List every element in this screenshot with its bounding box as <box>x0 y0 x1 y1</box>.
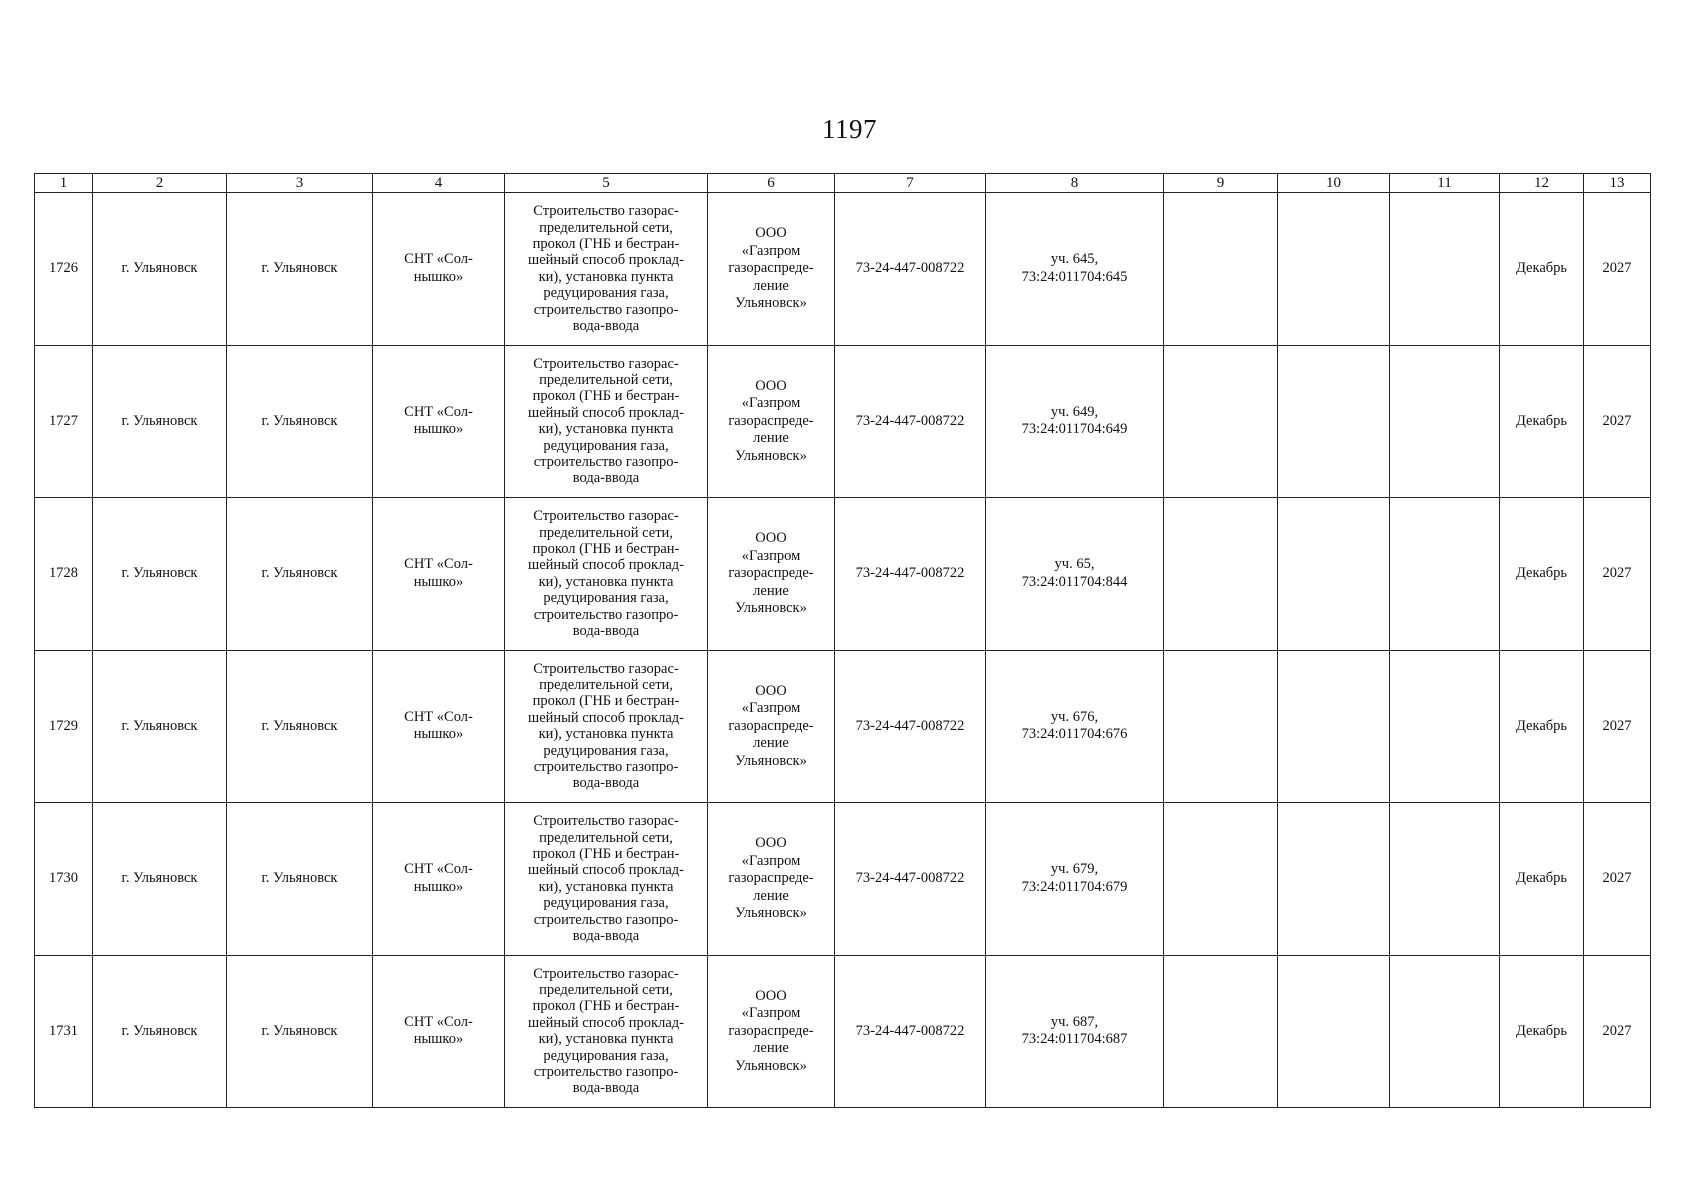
register-table <box>34 173 1651 1108</box>
table-row <box>35 498 1651 651</box>
cell-row-number: 1729 <box>35 650 93 803</box>
cell-organization: ООО «Газпром газораспреде- ление Ульяновск» <box>708 803 835 956</box>
table-header <box>35 174 1651 193</box>
cell-year: 2027 <box>1584 193 1651 346</box>
cell-col11 <box>1390 345 1500 498</box>
cell-plot: уч. 687, 73:24:011704:687 <box>986 955 1164 1108</box>
cell-col10 <box>1278 345 1390 498</box>
cell-settlement: г. Ульяновск <box>227 803 373 956</box>
cell-col11 <box>1390 955 1500 1108</box>
column-header: 11 <box>1390 174 1500 193</box>
cell-col9 <box>1164 345 1278 498</box>
cell-code: 73-24-447-008722 <box>835 955 986 1108</box>
cell-location: СНТ «Сол- нышко» <box>373 193 505 346</box>
cell-col10 <box>1278 498 1390 651</box>
cell-municipality: г. Ульяновск <box>93 803 227 956</box>
cell-month: Декабрь <box>1500 498 1584 651</box>
cell-settlement: г. Ульяновск <box>227 650 373 803</box>
table-row <box>35 803 1651 956</box>
cell-organization: ООО «Газпром газораспреде- ление Ульяновск» <box>708 193 835 346</box>
cell-settlement: г. Ульяновск <box>227 345 373 498</box>
cell-col9 <box>1164 955 1278 1108</box>
cell-description: Строительство газорас- пределительной сети, прокол (ГНБ и бестран- шейный способ проклад- ки), установка пункта редуцирования газа, строительство газопро- вода-ввода <box>505 193 708 346</box>
cell-plot: уч. 679, 73:24:011704:679 <box>986 803 1164 956</box>
cell-organization: ООО «Газпром газораспреде- ление Ульяновск» <box>708 650 835 803</box>
cell-col11 <box>1390 193 1500 346</box>
cell-settlement: г. Ульяновск <box>227 955 373 1108</box>
cell-month: Декабрь <box>1500 803 1584 956</box>
cell-col11 <box>1390 650 1500 803</box>
table-row <box>35 193 1651 346</box>
cell-row-number: 1726 <box>35 193 93 346</box>
cell-row-number: 1728 <box>35 498 93 651</box>
cell-organization: ООО «Газпром газораспреде- ление Ульяновск» <box>708 345 835 498</box>
table-row <box>35 650 1651 803</box>
cell-code: 73-24-447-008722 <box>835 345 986 498</box>
cell-organization: ООО «Газпром газораспреде- ление Ульяновск» <box>708 955 835 1108</box>
column-header: 4 <box>373 174 505 193</box>
cell-year: 2027 <box>1584 803 1651 956</box>
cell-month: Декабрь <box>1500 650 1584 803</box>
table-row <box>35 955 1651 1108</box>
cell-code: 73-24-447-008722 <box>835 498 986 651</box>
cell-settlement: г. Ульяновск <box>227 193 373 346</box>
cell-row-number: 1730 <box>35 803 93 956</box>
cell-col10 <box>1278 650 1390 803</box>
column-header: 1 <box>35 174 93 193</box>
cell-col11 <box>1390 803 1500 956</box>
cell-code: 73-24-447-008722 <box>835 650 986 803</box>
cell-settlement: г. Ульяновск <box>227 498 373 651</box>
cell-municipality: г. Ульяновск <box>93 193 227 346</box>
cell-location: СНТ «Сол- нышко» <box>373 345 505 498</box>
column-header: 2 <box>93 174 227 193</box>
cell-description: Строительство газорас- пределительной сети, прокол (ГНБ и бестран- шейный способ проклад- ки), установка пункта редуцирования газа, строительство газопро- вода-ввода <box>505 955 708 1108</box>
column-header: 5 <box>505 174 708 193</box>
column-header: 7 <box>835 174 986 193</box>
cell-col10 <box>1278 955 1390 1108</box>
page-number: 1197 <box>822 114 877 144</box>
cell-year: 2027 <box>1584 498 1651 651</box>
column-header: 9 <box>1164 174 1278 193</box>
cell-code: 73-24-447-008722 <box>835 803 986 956</box>
cell-year: 2027 <box>1584 650 1651 803</box>
cell-col10 <box>1278 803 1390 956</box>
column-header: 10 <box>1278 174 1390 193</box>
cell-col9 <box>1164 498 1278 651</box>
cell-col10 <box>1278 193 1390 346</box>
cell-municipality: г. Ульяновск <box>93 650 227 803</box>
cell-plot: уч. 676, 73:24:011704:676 <box>986 650 1164 803</box>
cell-col11 <box>1390 498 1500 651</box>
cell-description: Строительство газорас- пределительной сети, прокол (ГНБ и бестран- шейный способ проклад- ки), установка пункта редуцирования газа, строительство газопро- вода-ввода <box>505 345 708 498</box>
cell-code: 73-24-447-008722 <box>835 193 986 346</box>
cell-description: Строительство газорас- пределительной сети, прокол (ГНБ и бестран- шейный способ проклад- ки), установка пункта редуцирования газа, строительство газопро- вода-ввода <box>505 650 708 803</box>
column-header: 8 <box>986 174 1164 193</box>
cell-location: СНТ «Сол- нышко» <box>373 650 505 803</box>
cell-location: СНТ «Сол- нышко» <box>373 803 505 956</box>
cell-organization: ООО «Газпром газораспреде- ление Ульяновск» <box>708 498 835 651</box>
column-header: 6 <box>708 174 835 193</box>
cell-plot: уч. 645, 73:24:011704:645 <box>986 193 1164 346</box>
cell-year: 2027 <box>1584 345 1651 498</box>
cell-month: Декабрь <box>1500 193 1584 346</box>
cell-col9 <box>1164 650 1278 803</box>
cell-description: Строительство газорас- пределительной сети, прокол (ГНБ и бестран- шейный способ проклад- ки), установка пункта редуцирования газа, строительство газопро- вода-ввода <box>505 803 708 956</box>
cell-municipality: г. Ульяновск <box>93 955 227 1108</box>
cell-year: 2027 <box>1584 955 1651 1108</box>
column-header: 3 <box>227 174 373 193</box>
cell-location: СНТ «Сол- нышко» <box>373 955 505 1108</box>
cell-plot: уч. 65, 73:24:011704:844 <box>986 498 1164 651</box>
cell-municipality: г. Ульяновск <box>93 345 227 498</box>
cell-month: Декабрь <box>1500 345 1584 498</box>
cell-col9 <box>1164 803 1278 956</box>
cell-location: СНТ «Сол- нышко» <box>373 498 505 651</box>
column-number-row <box>35 174 1651 193</box>
cell-plot: уч. 649, 73:24:011704:649 <box>986 345 1164 498</box>
column-header: 13 <box>1584 174 1651 193</box>
cell-municipality: г. Ульяновск <box>93 498 227 651</box>
table-row <box>35 345 1651 498</box>
cell-row-number: 1731 <box>35 955 93 1108</box>
cell-description: Строительство газорас- пределительной сети, прокол (ГНБ и бестран- шейный способ проклад- ки), установка пункта редуцирования газа, строительство газопро- вода-ввода <box>505 498 708 651</box>
table-body <box>35 193 1651 1108</box>
cell-month: Декабрь <box>1500 955 1584 1108</box>
column-header: 12 <box>1500 174 1584 193</box>
cell-col9 <box>1164 193 1278 346</box>
cell-row-number: 1727 <box>35 345 93 498</box>
